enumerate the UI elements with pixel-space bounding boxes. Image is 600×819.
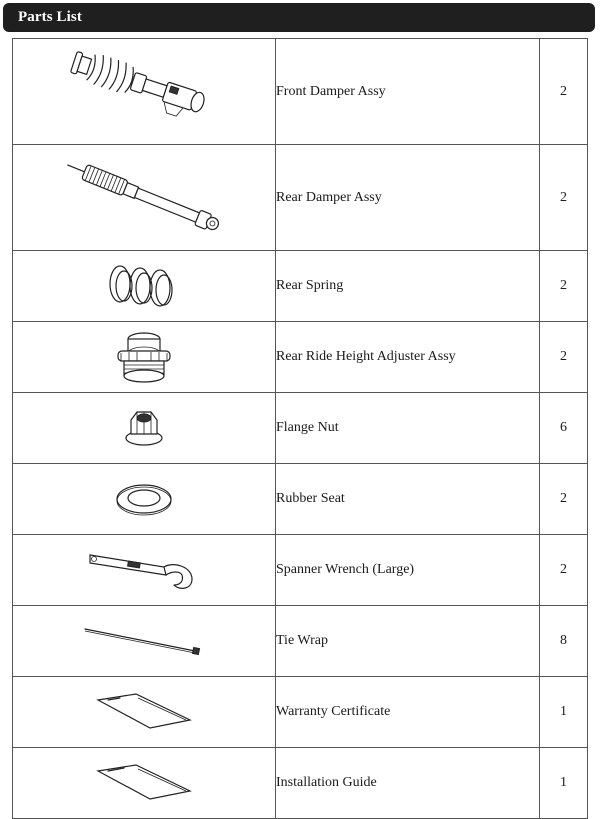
flange-nut-icon bbox=[119, 406, 169, 450]
part-image-cell bbox=[13, 677, 276, 748]
table-row bbox=[13, 39, 588, 145]
part-image-cell bbox=[13, 322, 276, 393]
part-image-cell bbox=[13, 251, 276, 322]
table-row bbox=[13, 145, 588, 251]
part-name: Front Damper Assy bbox=[276, 39, 540, 145]
table-row bbox=[13, 464, 588, 535]
table-row bbox=[13, 322, 588, 393]
part-quantity: 2 bbox=[540, 251, 588, 322]
part-name: Installation Guide bbox=[276, 748, 540, 819]
part-name: Warranty Certificate bbox=[276, 677, 540, 748]
part-image-cell bbox=[13, 39, 276, 145]
page-title: Parts List bbox=[18, 9, 82, 25]
part-image-cell bbox=[13, 606, 276, 677]
parts-table bbox=[12, 38, 588, 819]
part-image-cell bbox=[13, 145, 276, 251]
part-quantity: 2 bbox=[540, 464, 588, 535]
part-quantity: 6 bbox=[540, 393, 588, 464]
rear-spring-icon bbox=[104, 258, 184, 314]
part-quantity: 2 bbox=[540, 535, 588, 606]
parts-list-header bbox=[3, 3, 595, 32]
part-image-cell bbox=[13, 748, 276, 819]
part-name: Rear Damper Assy bbox=[276, 145, 540, 251]
part-image-cell bbox=[13, 393, 276, 464]
table-row bbox=[13, 677, 588, 748]
front-damper-icon bbox=[64, 44, 224, 140]
ride-height-adjuster-icon bbox=[109, 327, 179, 387]
table-row bbox=[13, 606, 588, 677]
part-image-cell bbox=[13, 464, 276, 535]
warranty-certificate-icon bbox=[94, 690, 194, 734]
part-quantity: 8 bbox=[540, 606, 588, 677]
part-quantity: 2 bbox=[540, 322, 588, 393]
installation-guide-icon bbox=[94, 761, 194, 805]
spanner-wrench-icon bbox=[84, 545, 204, 595]
part-image-cell bbox=[13, 535, 276, 606]
tie-wrap-icon bbox=[79, 619, 209, 663]
part-quantity: 1 bbox=[540, 677, 588, 748]
part-quantity: 1 bbox=[540, 748, 588, 819]
rubber-seat-icon bbox=[109, 477, 179, 521]
part-name: Rear Spring bbox=[276, 251, 540, 322]
part-name: Flange Nut bbox=[276, 393, 540, 464]
part-quantity: 2 bbox=[540, 39, 588, 145]
part-name: Rubber Seat bbox=[276, 464, 540, 535]
table-row bbox=[13, 251, 588, 322]
table-row bbox=[13, 748, 588, 819]
part-name: Spanner Wrench (Large) bbox=[276, 535, 540, 606]
table-row bbox=[13, 393, 588, 464]
rear-damper-icon bbox=[59, 150, 229, 246]
part-name: Tie Wrap bbox=[276, 606, 540, 677]
part-quantity: 2 bbox=[540, 145, 588, 251]
part-name: Rear Ride Height Adjuster Assy bbox=[276, 322, 540, 393]
table-row bbox=[13, 535, 588, 606]
